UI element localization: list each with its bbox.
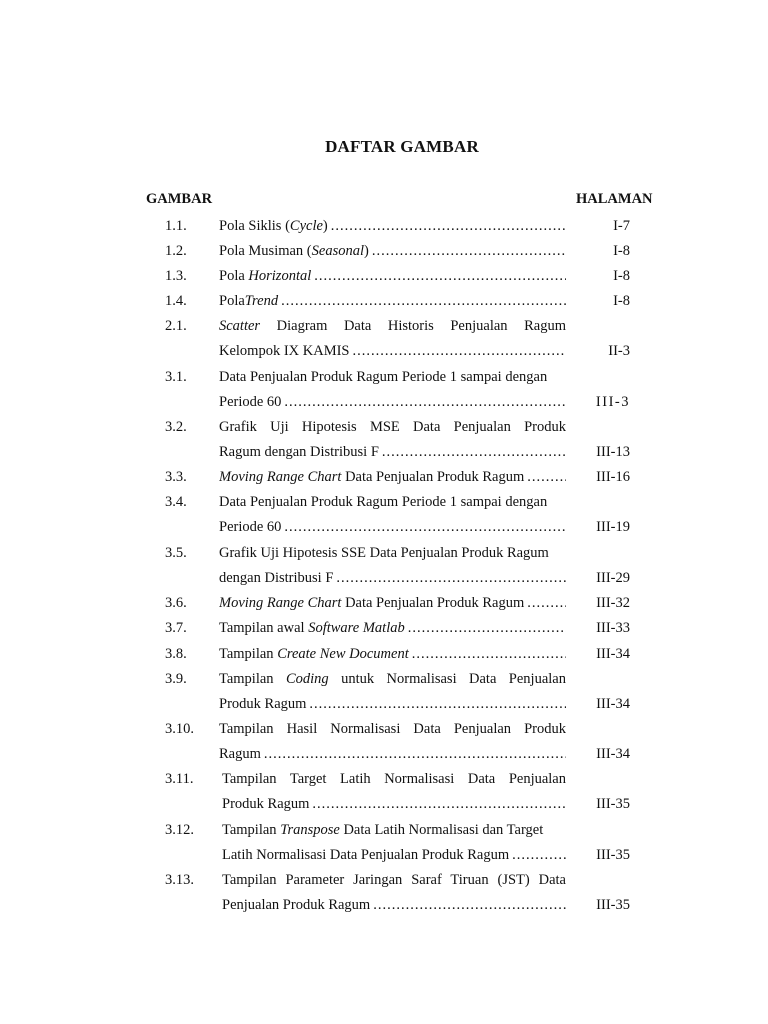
figure-number: 3.3. xyxy=(165,469,187,485)
caption-text: Data Penjualan Produk Ragum xyxy=(341,469,525,485)
page-number: III-29 xyxy=(596,570,630,586)
caption-italic: Trend xyxy=(244,293,279,309)
caption-italic: Coding xyxy=(285,671,329,687)
leader-dots xyxy=(331,216,566,236)
figure-caption-line xyxy=(219,266,566,286)
page-number: I-7 xyxy=(613,218,630,234)
caption-text: Tampilan xyxy=(222,822,281,838)
caption-text: Pola Siklis ( xyxy=(219,218,290,234)
figure-number: 1.3. xyxy=(165,268,187,284)
caption-italic: Transpose xyxy=(280,822,340,838)
figure-caption-line xyxy=(219,593,566,613)
column-header-figure: GAMBAR xyxy=(146,191,213,207)
figure-number: 3.11. xyxy=(165,771,194,787)
caption-text: untuk Normalisasi Data Penjualan xyxy=(328,671,566,687)
page-number: III-19 xyxy=(596,519,630,535)
page-number: III-35 xyxy=(596,847,630,863)
caption-text: Pola xyxy=(219,268,249,284)
caption-italic: Cycle xyxy=(289,218,323,234)
leader-dots xyxy=(336,568,566,588)
figure-number: 3.10. xyxy=(165,721,194,737)
page-number: III-33 xyxy=(596,620,630,636)
caption-italic: Seasonal xyxy=(311,243,364,259)
caption-text: Periode 60 xyxy=(219,519,282,535)
figure-caption-line: Tampilan Hasil Normalisasi Data Penjualan Produk xyxy=(219,721,566,737)
leader-dots xyxy=(527,467,566,487)
caption-italic: Scatter xyxy=(219,318,261,334)
figure-number: 3.8. xyxy=(165,646,187,662)
page-title: DAFTAR GAMBAR xyxy=(325,137,479,156)
caption-text: Tampilan awal xyxy=(219,620,309,636)
figure-caption-line: Tampilan Parameter Jaringan Saraf Tiruan (JST) Data xyxy=(222,872,566,888)
page-number: I-8 xyxy=(613,268,630,284)
page-number: III-34 xyxy=(596,696,630,712)
page-number: III-35 xyxy=(596,796,630,812)
caption-text: Latih Normalisasi Data Penjualan Produk Ragum xyxy=(222,847,510,863)
page-number: III-35 xyxy=(596,897,630,913)
figure-caption-line: Grafik Uji Hipotesis SSE Data Penjualan Produk Ragum xyxy=(219,545,549,561)
figure-number: 1.1. xyxy=(165,218,187,234)
figure-caption-line xyxy=(219,316,566,336)
leader-dots xyxy=(408,618,566,638)
page-number: III-32 xyxy=(596,595,630,611)
leader-dots xyxy=(382,442,566,462)
leader-dots xyxy=(284,392,566,412)
figure-caption-line xyxy=(219,392,566,412)
figure-number: 1.4. xyxy=(165,293,187,309)
figure-number: 3.9. xyxy=(165,671,187,687)
leader-dots xyxy=(353,341,567,361)
leader-dots xyxy=(412,644,566,664)
figure-number: 2.1. xyxy=(165,318,187,334)
caption-text: ) xyxy=(322,218,328,234)
leader-dots xyxy=(512,845,566,865)
caption-text: ) xyxy=(364,243,369,259)
figure-number: 1.2. xyxy=(165,243,187,259)
figure-caption-line xyxy=(219,241,566,261)
caption-text: Produk Ragum xyxy=(222,796,310,812)
figure-caption-line xyxy=(219,517,566,537)
figure-number: 3.5. xyxy=(165,545,187,561)
leader-dots xyxy=(281,291,566,311)
leader-dots xyxy=(372,241,566,261)
caption-text: dengan Distribusi F xyxy=(219,570,334,586)
figure-number: 3.6. xyxy=(165,595,187,611)
page-number: III-34 xyxy=(596,746,630,762)
figure-caption-line: Grafik Uji Hipotesis MSE Data Penjualan Produk xyxy=(219,419,566,435)
page-number: I-8 xyxy=(613,293,630,309)
caption-text: Ragum xyxy=(219,746,261,762)
caption-text: Kelompok IX KAMIS xyxy=(219,343,350,359)
caption-italic: Horizontal xyxy=(248,268,312,284)
leader-dots xyxy=(527,593,566,613)
figure-caption-line xyxy=(219,618,566,638)
page-number: III-16 xyxy=(596,469,630,485)
page-number: I-8 xyxy=(613,243,630,259)
caption-italic: Moving Range Chart xyxy=(219,469,342,485)
caption-text: Ragum dengan Distribusi F xyxy=(219,444,379,460)
figure-caption-line xyxy=(222,820,568,840)
caption-text: Tampilan xyxy=(219,671,286,687)
figure-number: 3.13. xyxy=(165,872,194,888)
figure-number: 3.7. xyxy=(165,620,187,636)
caption-text: Periode 60 xyxy=(219,394,282,410)
leader-dots xyxy=(309,694,566,714)
figure-caption-line xyxy=(219,644,566,664)
figure-caption-line xyxy=(222,845,566,865)
figure-caption-line xyxy=(222,794,566,814)
figure-number: 3.1. xyxy=(165,369,187,385)
figure-caption-line: Tampilan Target Latih Normalisasi Data Penjualan xyxy=(222,771,566,787)
caption-text: Tampilan xyxy=(219,646,278,662)
figure-caption-line xyxy=(219,341,566,361)
leader-dots xyxy=(373,895,566,915)
figure-caption-line xyxy=(222,895,566,915)
figure-caption-line xyxy=(219,744,566,764)
page-number: III-13 xyxy=(596,444,630,460)
figure-caption-line xyxy=(219,669,566,689)
figure-caption-line xyxy=(219,694,566,714)
page-number: III-34 xyxy=(596,646,630,662)
caption-text: Pola Musiman ( xyxy=(219,243,312,259)
leader-dots xyxy=(264,744,566,764)
caption-text: Diagram Data Historis Penjualan Ragum xyxy=(260,318,566,334)
figure-caption-line xyxy=(219,442,566,462)
caption-italic: Software Matlab xyxy=(308,620,405,636)
figure-caption-line xyxy=(219,467,566,487)
caption-text: Data Latih Normalisasi dan Target xyxy=(339,822,544,838)
page-number: II-3 xyxy=(608,343,630,359)
caption-text: Pola xyxy=(219,293,245,309)
leader-dots xyxy=(284,517,566,537)
figure-caption-line xyxy=(219,568,566,588)
figure-number: 3.12. xyxy=(165,822,194,838)
figure-caption-line xyxy=(219,216,566,236)
leader-dots xyxy=(312,794,566,814)
figure-number: 3.4. xyxy=(165,494,187,510)
page-number: III-3 xyxy=(595,394,630,410)
caption-text: Produk Ragum xyxy=(219,696,307,712)
leader-dots xyxy=(314,266,566,286)
caption-italic: Create New Document xyxy=(277,646,409,662)
figure-caption-line xyxy=(219,291,566,311)
figure-caption-line: Data Penjualan Produk Ragum Periode 1 sampai dengan xyxy=(219,494,548,510)
column-header-page: HALAMAN xyxy=(576,191,653,207)
caption-text: Penjualan Produk Ragum xyxy=(222,897,371,913)
caption-italic: Moving Range Chart xyxy=(219,595,342,611)
caption-text: Data Penjualan Produk Ragum xyxy=(341,595,525,611)
figure-number: 3.2. xyxy=(165,419,187,435)
figure-caption-line: Data Penjualan Produk Ragum Periode 1 sampai dengan xyxy=(219,369,548,385)
